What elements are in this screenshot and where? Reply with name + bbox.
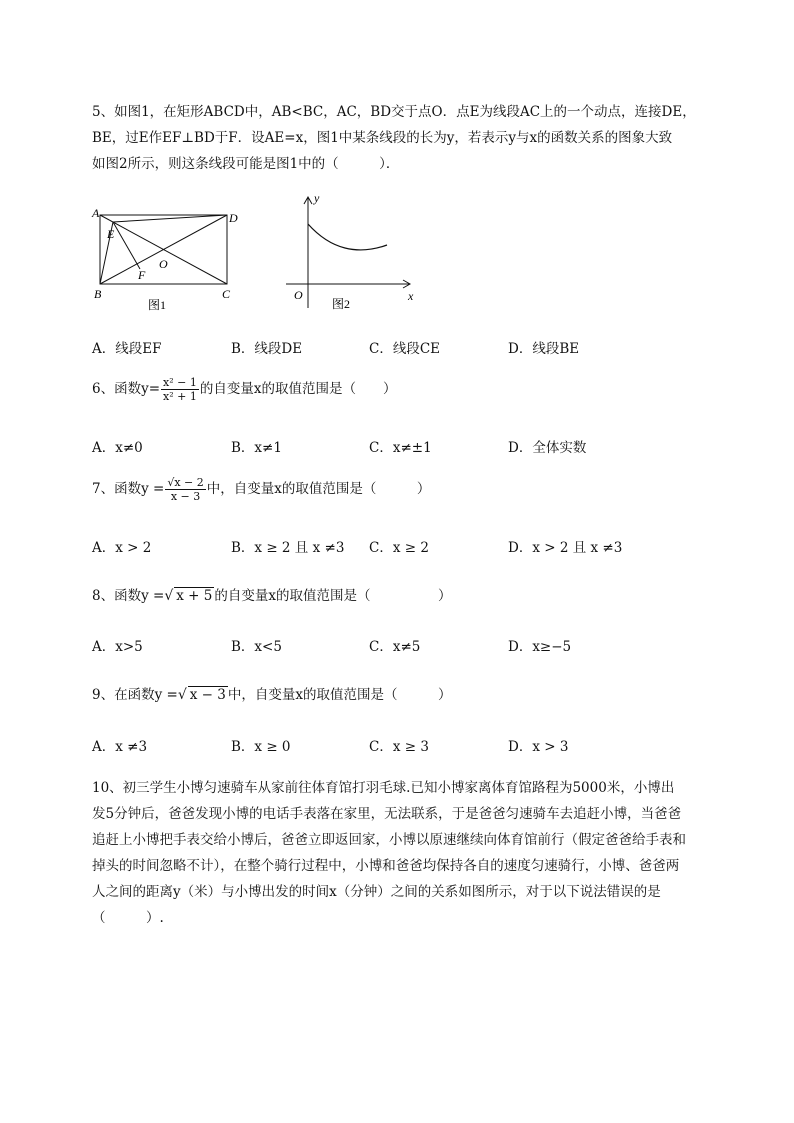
q7-denominator: x − 3	[170, 490, 201, 503]
q9-option-b[interactable]: B．x ≥ 0	[231, 739, 291, 755]
q7-fraction	[165, 476, 205, 503]
q6-prefix: 6、函数y=	[92, 381, 161, 397]
q7-prefix: 7、函数y =	[92, 481, 165, 497]
q5-text-line3: 如图2所示，则这条线段可能是图1中的（ ）．	[92, 156, 400, 172]
q7-text	[92, 476, 430, 503]
label-d: D	[229, 211, 238, 225]
q6-option-d[interactable]: D．全体实数	[508, 440, 587, 456]
q6-option-a[interactable]: A．x≠0	[92, 440, 143, 456]
q6-text	[92, 376, 396, 403]
q5-text-line1: 5、如图1，在矩形ABCD中，AB<BC，AC，BD交于点O．点E为线段AC上的一个动点，连接DE，	[92, 104, 696, 120]
q6-numerator: x² − 1	[163, 376, 197, 389]
q9-text	[92, 683, 451, 703]
q10-text-line1: 10、初三学生小博匀速骑车从家前往体育馆打羽毛球.已知小博家离体育馆路程为5000米，小博出	[92, 780, 675, 796]
label-a: A	[92, 206, 100, 220]
q5-figure2	[280, 188, 430, 316]
origin-label: O	[294, 288, 303, 302]
segment-de	[113, 215, 227, 222]
label-b: B	[94, 287, 102, 301]
q8-radical-icon: √	[164, 588, 174, 604]
label-c: C	[222, 287, 231, 301]
q6-denominator: x² + 1	[163, 390, 197, 403]
q8-options	[92, 635, 732, 655]
q8-text	[92, 584, 451, 604]
q6-option-b[interactable]: B．x≠1	[231, 440, 282, 456]
q7-option-b[interactable]: B．x ≥ 2 且 x ≠3	[231, 540, 345, 556]
q6-fraction	[161, 376, 199, 403]
q9-options	[92, 735, 732, 755]
q9-radicand: x − 3	[189, 687, 226, 703]
q7-numerator: √x − 2	[167, 476, 204, 489]
function-curve	[308, 224, 387, 250]
q6-option-c[interactable]: C．x≠±1	[369, 440, 432, 456]
q8-suffix: 的自变量x的取值范围是（ ）	[214, 588, 452, 604]
q5-option-c[interactable]: C．线段CE	[369, 341, 441, 357]
q6-options	[92, 436, 732, 456]
q8-option-d[interactable]: D．x≥−5	[508, 639, 572, 655]
q8-radicand: x + 5	[176, 588, 213, 604]
q9-option-c[interactable]: C．x ≥ 3	[369, 739, 429, 755]
q9-suffix: 中，自变量x的取值范围是（ ）	[227, 687, 452, 703]
fig2-caption: 图2	[332, 297, 351, 311]
q8-option-b[interactable]: B．x<5	[231, 639, 282, 655]
q9-option-d[interactable]: D．x > 3	[508, 739, 569, 755]
q9-prefix: 9、在函数y =	[92, 687, 178, 703]
q6-suffix: 的自变量x的取值范围是（ ）	[199, 381, 397, 397]
q5-option-d[interactable]: D．线段BE	[508, 341, 580, 357]
label-o: O	[159, 257, 168, 271]
q5-option-a[interactable]: A．线段EF	[92, 341, 162, 357]
q9-option-a[interactable]: A．x ≠3	[92, 739, 148, 755]
q5-option-b[interactable]: B．线段DE	[231, 341, 303, 357]
q10-text-line3: 追赶上小博把手表交给小博后，爸爸立即返回家，小博以原速继续向体育馆前行（假定爸爸给手表和	[92, 832, 686, 848]
q5-text-line2: BE，过E作EF⊥BD于F．设AE=x，图1中某条线段的长为y，若表示y与x的函数关系的图象大致	[92, 130, 673, 146]
fig1-caption: 图1	[148, 298, 167, 312]
q7-option-a[interactable]: A．x > 2	[92, 540, 152, 556]
q7-option-c[interactable]: C．x ≥ 2	[369, 540, 429, 556]
q8-prefix: 8、函数y =	[92, 588, 165, 604]
q8-option-a[interactable]: A．x>5	[92, 639, 143, 655]
q10-text-line4: 掉头的时间忽略不计），在整个骑行过程中，小博和爸爸均保持各自的速度匀速骑行，小博、爸爸两	[92, 858, 680, 874]
label-e: E	[107, 227, 115, 241]
q10-text-line6: （ ）.	[92, 910, 164, 926]
q5-options	[92, 337, 732, 357]
label-f: F	[138, 268, 146, 282]
q7-suffix: 中，自变量x的取值范围是（ ）	[206, 481, 431, 497]
q10-text-line2: 发5分钟后，爸爸发现小博的电话手表落在家里，无法联系，于是爸爸匀速骑车去追赶小博，当爸爸	[92, 806, 682, 822]
q7-option-d[interactable]: D．x > 2 且 x ≠3	[508, 540, 623, 556]
q9-radical-icon: √	[177, 687, 187, 703]
q10-text-line5: 人之间的距离y（米）与小博出发的时间x（分钟）之间的关系如图所示，对于以下说法错误的是	[92, 884, 661, 900]
axis-label-y: y	[314, 191, 320, 205]
q5-figure1	[90, 204, 250, 316]
q8-option-c[interactable]: C．x≠5	[369, 639, 421, 655]
q7-options	[92, 536, 732, 556]
axis-label-x: x	[408, 289, 414, 303]
